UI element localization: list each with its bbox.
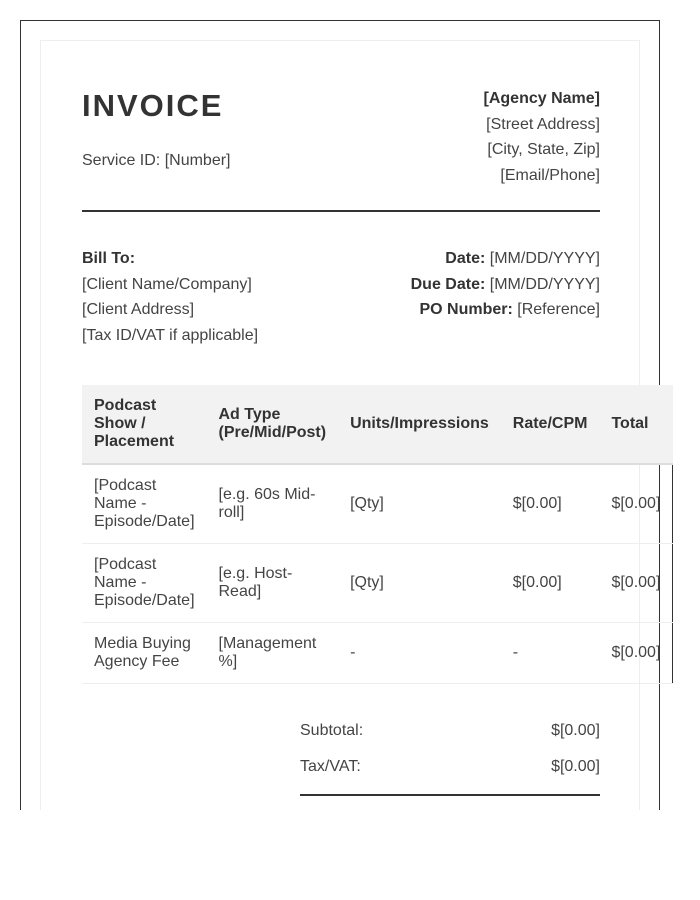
cell-rate: - [501, 623, 600, 684]
bill-to-block [82, 246, 258, 349]
tax-value: $[0.00] [551, 758, 600, 775]
client-address: [Client Address] [82, 301, 195, 319]
cell-rate: $[0.00] [501, 544, 600, 623]
due-date-line [411, 272, 600, 298]
header-units: Units/Impressions [338, 385, 501, 464]
agency-name: [Agency Name] [483, 90, 600, 107]
totals-divider [300, 794, 600, 796]
cell-units: - [338, 623, 501, 684]
header-ad-type: Ad Type (Pre/Mid/Post) [207, 385, 339, 464]
line-items-table [82, 385, 673, 684]
cell-ad-type: [e.g. Host-Read] [207, 544, 339, 623]
agency-street: [Street Address] [486, 115, 600, 133]
cell-placement: Media Buying Agency Fee [82, 623, 207, 684]
cell-placement: [Podcast Name - Episode/Date] [82, 464, 207, 544]
invoice-title: INVOICE [82, 88, 224, 123]
table-row [82, 544, 673, 623]
due-date-label: Due Date: [410, 275, 486, 293]
agency-contact: [Email/Phone] [500, 166, 600, 184]
bill-to-label: Bill To: [82, 250, 136, 267]
cell-rate: $[0.00] [501, 464, 600, 544]
po-number-line [411, 297, 600, 323]
due-date-value: [MM/DD/YYYY] [489, 275, 600, 293]
cell-units: [Qty] [338, 464, 501, 544]
client-tax-id: [Tax ID/VAT if applicable] [82, 327, 259, 345]
tax-label: Tax/VAT: [300, 758, 361, 775]
dates-block [411, 246, 600, 323]
service-id: Service ID: [Number] [82, 152, 231, 169]
cell-placement: [Podcast Name - Episode/Date] [82, 544, 207, 623]
agency-block [484, 86, 600, 188]
agency-city: [City, State, Zip] [487, 141, 600, 158]
cell-total: $[0.00] [599, 464, 672, 544]
header-placement: Podcast Show / Placement [82, 385, 207, 464]
client-name: [Client Name/Company] [82, 275, 252, 293]
header-total: Total [599, 385, 672, 464]
table-row [82, 464, 673, 544]
date-label: Date: [445, 250, 486, 267]
po-number-label: PO Number: [419, 301, 513, 319]
header-rate: Rate/CPM [501, 385, 600, 464]
table-row [82, 623, 673, 684]
header-divider [82, 210, 600, 212]
cell-total: $[0.00] [599, 623, 672, 684]
date-line [411, 246, 600, 272]
table-header-row [82, 385, 673, 464]
po-number-value: [Reference] [517, 301, 600, 319]
cell-ad-type: [Management %] [207, 623, 339, 684]
cell-ad-type: [e.g. 60s Mid-roll] [207, 464, 339, 544]
cell-total: $[0.00] [599, 544, 672, 623]
cell-units: [Qty] [338, 544, 501, 623]
subtotal-label: Subtotal: [300, 722, 364, 739]
date-value: [MM/DD/YYYY] [489, 250, 600, 267]
subtotal-value: $[0.00] [551, 722, 600, 739]
